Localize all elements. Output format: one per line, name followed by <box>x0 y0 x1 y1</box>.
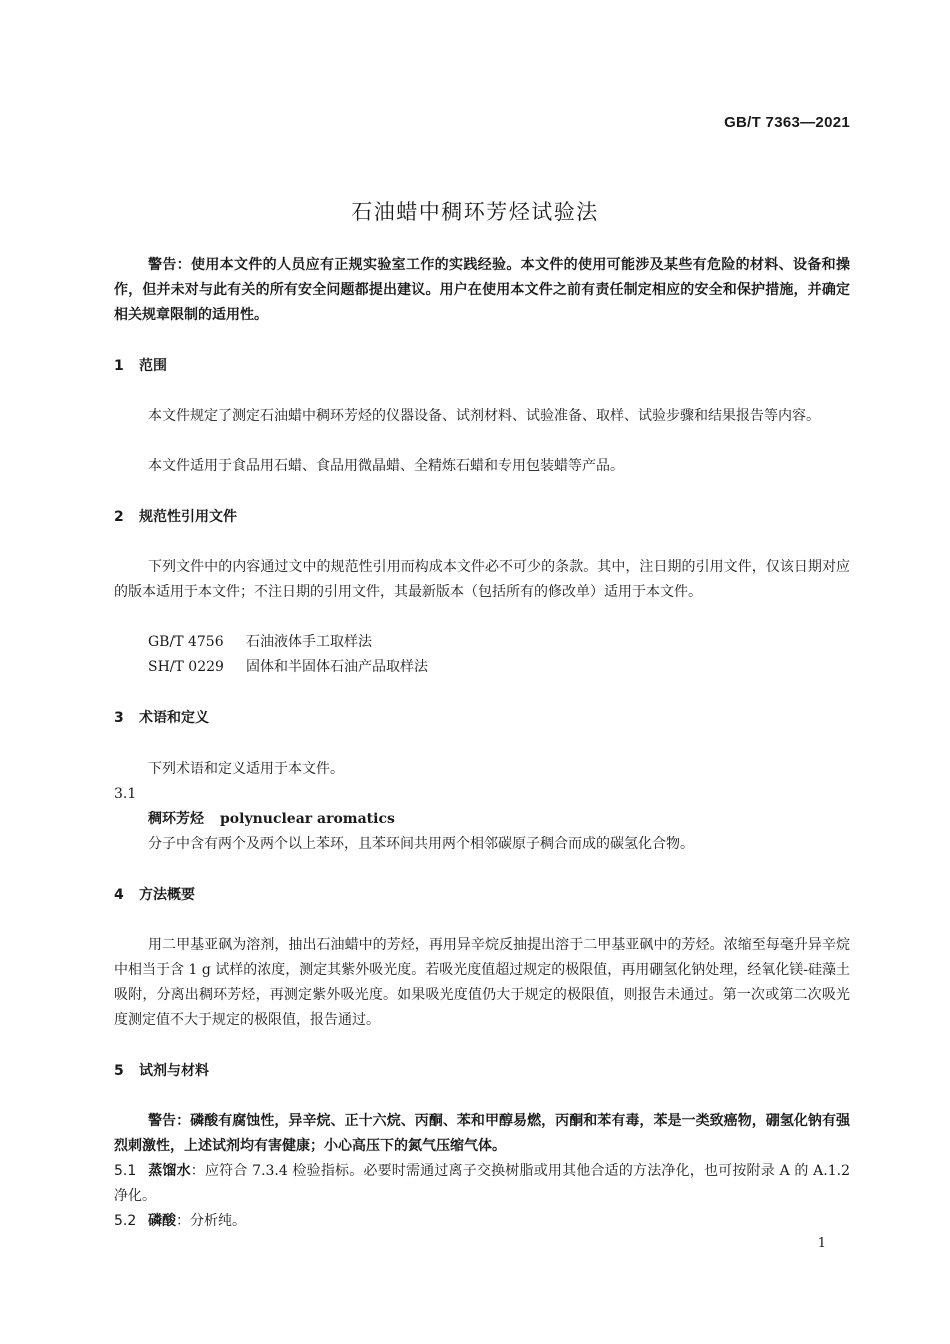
reference-code: SH/T 0229 <box>148 659 224 675</box>
clause-number: 5.1 <box>114 1163 137 1179</box>
clause-text: ：应符合 7.3.4 检验指标。必要时需通过离子交换树脂或用其他合适的方法净化，也可按附录 A 的 A.1.2 净化。 <box>114 1163 850 1204</box>
section-4-heading <box>114 883 195 908</box>
standard-code: GB/T 7363—2021 <box>724 114 850 131</box>
scope-paragraph-1: 本文件规定了测定石油蜡中稠环芳烃的仪器设备、试剂材料、试验准备、取样、试验步骤和结果报告等内容。 <box>148 408 820 424</box>
reference-item <box>148 655 428 680</box>
scope-paragraph-2: 本文件适用于食品用石蜡、食品用微晶蜡、全精炼石蜡和专用包装蜡等产品。 <box>148 458 624 474</box>
clause-number: 5.2 <box>114 1213 137 1229</box>
term-english: polynuclear aromatics <box>220 811 395 827</box>
reagents-warning-paragraph: 警告：磷酸有腐蚀性，异辛烷、正十六烷、丙酮、苯和甲醇易燃，丙酮和苯有毒，苯是一类致癌物，硼氢化钠有强烈刺激性，上述试剂均有害健康；小心高压下的氮气压缩气体。 <box>114 1113 850 1154</box>
reference-name: 石油液体手工取样法 <box>246 634 372 650</box>
reference-name: 固体和半固体石油产品取样法 <box>246 659 428 675</box>
clause-5-1 <box>114 1159 850 1209</box>
term-number: 3.1 <box>114 786 137 802</box>
reference-item <box>148 630 372 655</box>
section-number: 3 <box>114 710 124 726</box>
section-title: 方法概要 <box>139 887 195 903</box>
section-2-heading <box>114 505 237 530</box>
section-number: 4 <box>114 887 124 903</box>
section-number: 2 <box>114 509 124 525</box>
term-chinese: 稠环芳烃 <box>148 811 204 827</box>
section-1-heading <box>114 354 167 379</box>
clause-keyword: 蒸馏水 <box>148 1163 191 1179</box>
clause-keyword: 磷酸 <box>148 1213 176 1229</box>
normative-references-paragraph: 下列文件中的内容通过文中的规范性引用而构成本文件必不可少的条款。其中，注日期的引用文件，仅该日期对应的版本适用于本文件；不注日期的引用文件，其最新版本（包括所有的修改单）适用于本文件。 <box>114 559 850 600</box>
reference-code: GB/T 4756 <box>148 634 224 650</box>
section-number: 1 <box>114 358 124 374</box>
section-5-heading <box>114 1059 209 1084</box>
section-title: 范围 <box>139 358 167 374</box>
method-summary-paragraph: 用二甲基亚砜为溶剂，抽出石油蜡中的芳烃，再用异辛烷反抽提出溶于二甲基亚砜中的芳烃。浓缩至每毫升异辛烷中相当于含 1 g 试样的浓度，测定其紫外吸光度。若吸光度值超过规定的极限值，再用硼氢化钠处理，经氧化镁-硅藻土吸附，分离出稠环芳烃，再测定紫外吸光度。如果吸光度值仍大于规定的极限值，则报告未通过。第一次或第二次吸光度测定值不大于规定的极限值，报告通过。 <box>114 937 850 1028</box>
page-number: 1 <box>817 1236 826 1251</box>
section-3-heading <box>114 706 209 731</box>
section-title: 术语和定义 <box>139 710 209 726</box>
term-definition: 分子中含有两个及两个以上苯环，且苯环间共用两个相邻碳原子稠合而成的碳氢化合物。 <box>148 836 694 852</box>
clause-5-2 <box>114 1209 850 1234</box>
section-title: 试剂与材料 <box>139 1063 209 1079</box>
term-entry <box>148 807 395 832</box>
section-title: 规范性引用文件 <box>139 509 237 525</box>
warning-paragraph: 警告：使用本文件的人员应有正规实验室工作的实践经验。本文件的使用可能涉及某些有危险的材料、设备和操作，但并未对与此有关的所有安全问题都提出建议。用户在使用本文件之前有责任制定相应的安全和保护措施，并确定相关规章限制的适用性。 <box>114 257 850 323</box>
clause-text: ：分析纯。 <box>176 1213 246 1229</box>
section-number: 5 <box>114 1063 124 1079</box>
page-title: 石油蜡中稠环芳烃试验法 <box>351 200 599 224</box>
terms-intro-paragraph: 下列术语和定义适用于本文件。 <box>148 761 344 777</box>
